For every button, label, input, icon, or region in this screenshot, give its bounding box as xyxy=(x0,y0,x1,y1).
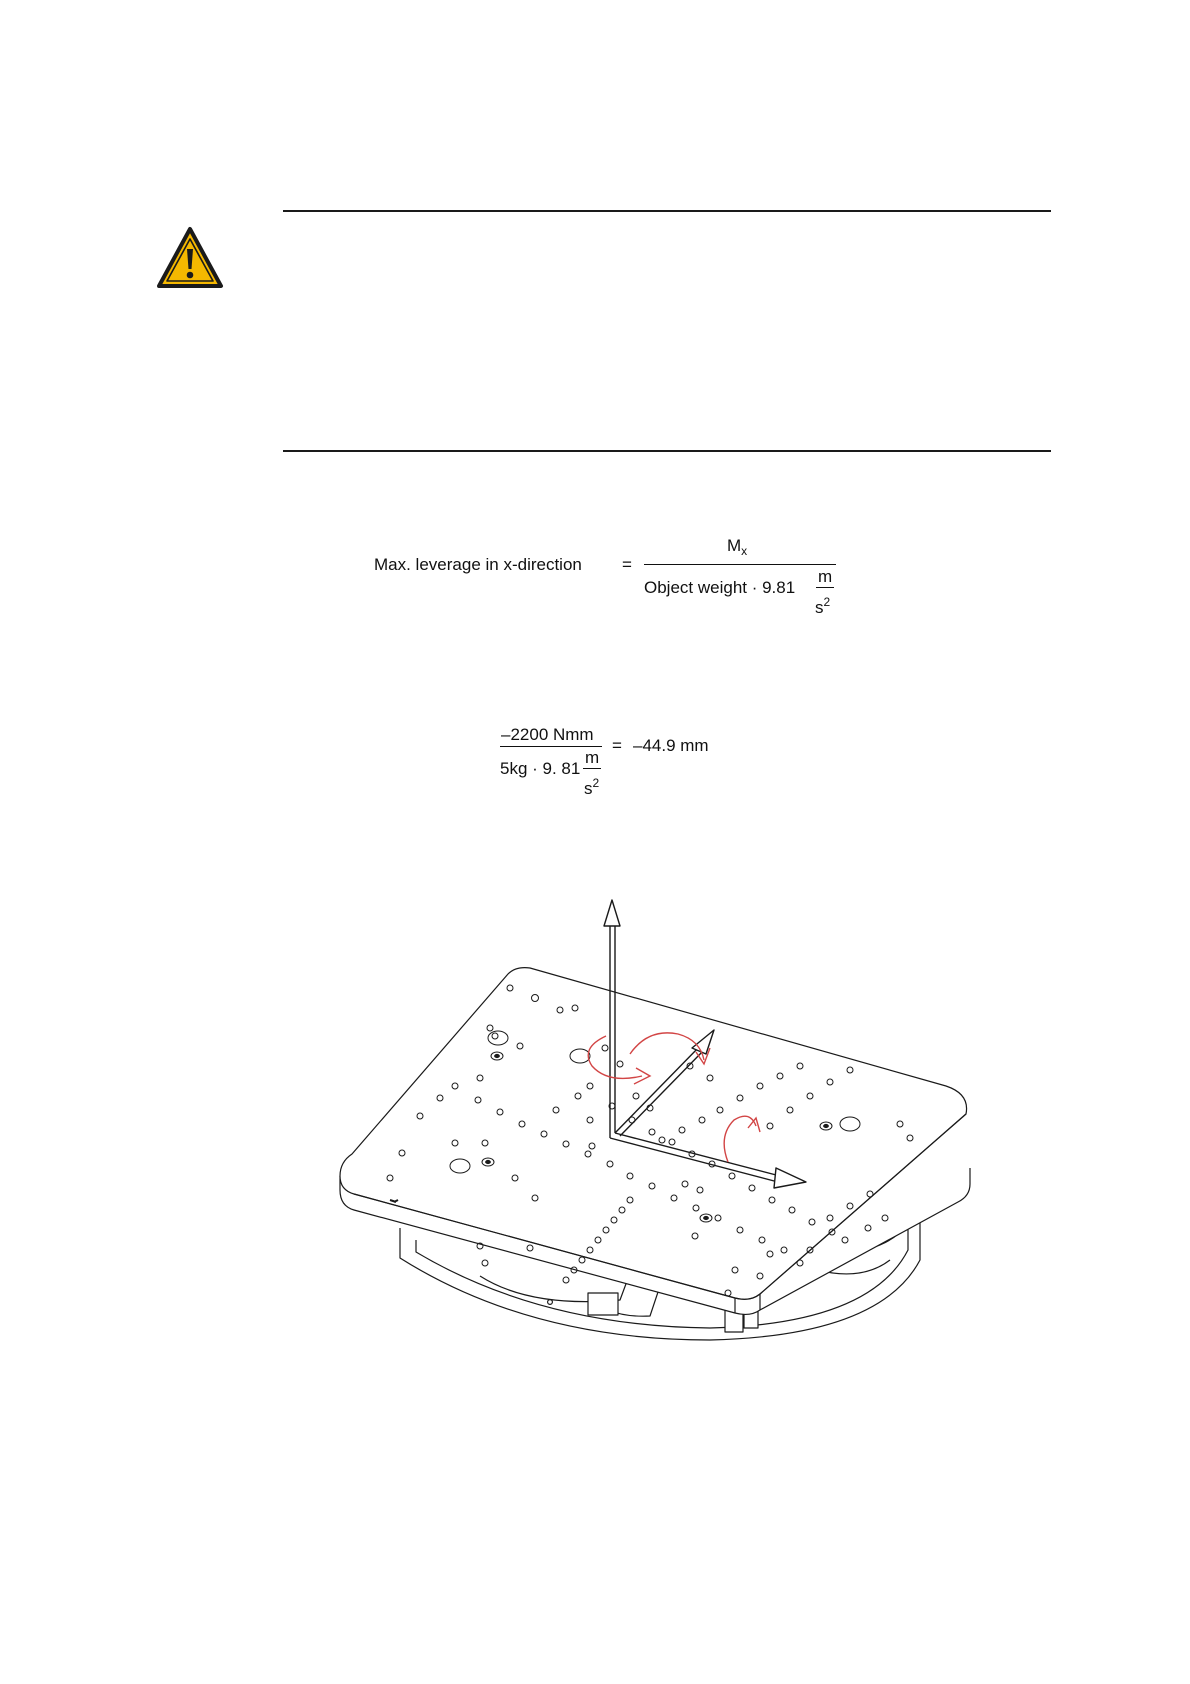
formula1-unit-num: m xyxy=(818,567,833,586)
formula2-result: –44.9 mm xyxy=(633,736,709,755)
formula1-numerator: $M_x$ xyxy=(727,536,748,558)
rotary-table-drawing xyxy=(330,888,990,1348)
formula2-numerator: –2200 Nmm xyxy=(501,725,594,744)
formula2-fraction-bar xyxy=(500,746,602,747)
formula2-denominator: 5kg · 9. 81 xyxy=(500,759,581,778)
warning-bottom-rule xyxy=(283,450,1051,452)
formula2-unit-den: $s^2$ xyxy=(584,776,600,798)
formula1-unit-den: $s^2$ xyxy=(815,595,831,617)
formula1-lhs: Max. leverage in x-direction xyxy=(374,555,582,574)
formula2-equals: = xyxy=(612,736,622,755)
warning-triangle-icon xyxy=(156,226,224,290)
formula2-unit-num: m xyxy=(585,748,600,767)
formula2-unit-bar xyxy=(583,768,601,769)
formula1-unit-bar xyxy=(816,587,834,588)
formula1-equals: = xyxy=(622,555,632,574)
formula1-denominator: Object weight · 9.81 xyxy=(644,578,796,597)
warning-top-rule xyxy=(283,210,1051,212)
formula1-fraction-bar xyxy=(644,564,836,565)
